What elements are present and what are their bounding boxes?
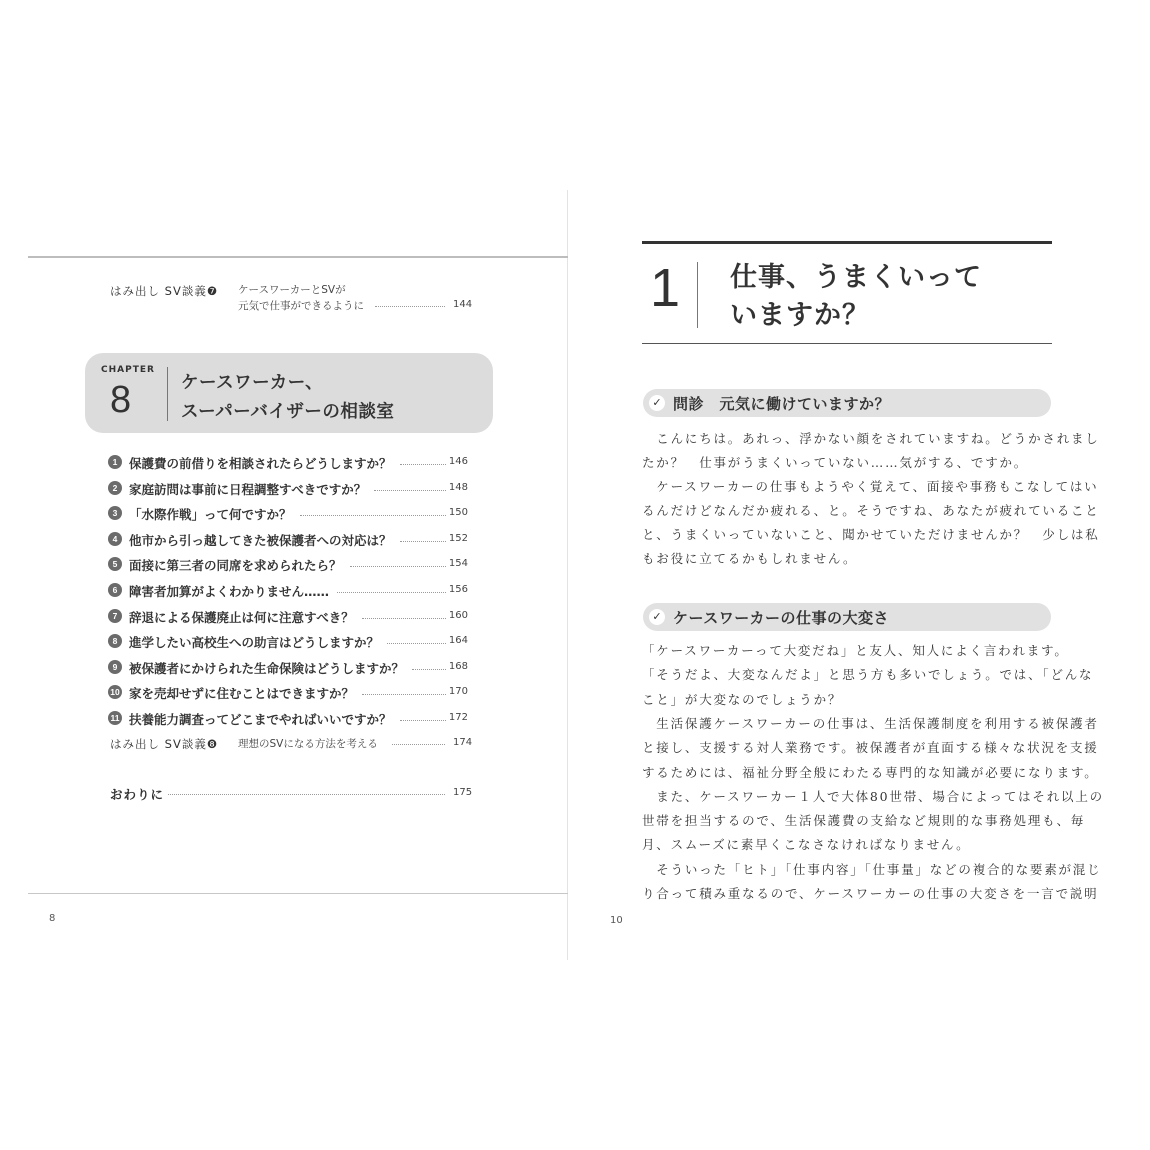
leader-dots	[400, 541, 446, 542]
leader-dots	[350, 566, 446, 567]
body-text-line: こんにちは。あれっ、浮かない顔をされていますね。どうかされまし	[642, 431, 1100, 446]
body-text-line: ケースワーカーの仕事もようやく覚えて、面接や事務もこなしてはい	[642, 479, 1099, 494]
toc-item-page: 168	[448, 660, 468, 672]
chapter-number: 8	[110, 379, 132, 421]
subheading-taihen	[643, 603, 1051, 631]
body-text-line: もお役に立てるかもしれません。	[642, 551, 858, 566]
toc-item-title: 被保護者にかけられた生命保険はどうしますか？	[129, 660, 405, 676]
toc-item-number: 3	[108, 506, 122, 520]
leader-dots	[337, 592, 446, 593]
toc-item-number: 6	[108, 583, 122, 597]
toc-item-number: 10	[108, 685, 122, 699]
toc-item	[108, 454, 470, 472]
toc-item-number: 4	[108, 532, 122, 546]
chapter-heading	[85, 353, 493, 433]
leader-dots	[412, 669, 446, 670]
toc-item-title: 扶養能力調査ってどこまでやればいいですか？	[129, 712, 392, 727]
section-divider	[697, 262, 698, 328]
body-text-line: 生活保護ケースワーカーの仕事は、生活保護制度を利用する被保護者	[642, 715, 1099, 731]
left-page-top-rule	[28, 256, 568, 258]
page-ref: 144	[453, 299, 473, 310]
leader-dots	[392, 744, 445, 745]
body-text-line: そういった「ヒト」「仕事内容」「仕事量」などの複合的な要素が混じ	[642, 861, 1102, 877]
body-text-line: 「ケースワーカーって大変だね」と友人、知人によく言われます。	[642, 643, 1069, 658]
toc-item-page: 156	[448, 584, 468, 595]
page-gutter	[567, 190, 568, 960]
subheading-text: 問診 元気に働けていますか？	[673, 395, 891, 413]
toc-item-page: 160	[448, 609, 468, 621]
body-text-line: こと」が大変なのでしょうか？	[642, 691, 843, 707]
toc-item-title: 辞退による保護廃止は何に注意すべき？	[129, 609, 354, 625]
toc-item	[108, 531, 470, 549]
hamidashi-text-line1: ケースワーカーとSVが	[238, 284, 346, 296]
toc-item	[108, 710, 470, 728]
section-title-line2: いますか？	[730, 300, 870, 331]
toc-item-page: 172	[448, 712, 468, 723]
toc-item-page: 152	[448, 532, 468, 544]
body-text-line: 「そうだよ、大変なんだよ」と思う方も多いでしょう。では、「どんな	[642, 667, 1094, 683]
page-number-left: 8	[49, 913, 56, 924]
toc-item-number: 11	[108, 711, 122, 725]
leader-dots	[168, 794, 445, 795]
body-text-line: 月、スムーズに素早くこなさなければなりません。	[642, 837, 971, 853]
toc-item	[108, 480, 470, 498]
toc-item	[108, 633, 470, 651]
toc-item-number: 8	[108, 634, 122, 648]
subheading-text: ケースワーカーの仕事の大変さ	[673, 609, 889, 627]
section-top-rule	[642, 241, 1052, 244]
body-text-line: るんだけどなんだか疲れる、と。そうですね、あなたが疲れていること	[642, 503, 1100, 518]
toc-item-title: 進学したい高校生への助言はどうしますか？	[129, 635, 380, 651]
toc-item	[108, 582, 470, 600]
hamidashi-text-line2: 元気で仕事ができるように	[238, 300, 364, 312]
toc-item	[108, 684, 470, 702]
hamidashi-label: はみ出し SV談義❽	[110, 737, 219, 751]
section-title	[730, 259, 982, 335]
body-text-line: と接し、支援する対人業務です。被保護者が直面する様々な状況を支援	[642, 740, 1099, 756]
toc-item-number: 7	[108, 609, 122, 623]
body-text-line: するためには、福祉分野全般にわたる専門的な知識が必要になります。	[642, 764, 1099, 780]
leader-dots	[374, 490, 446, 491]
chapter-divider	[167, 367, 168, 421]
toc-item-title: 家庭訪問は事前に日程調整すべきですか？	[129, 481, 367, 497]
leader-dots	[300, 515, 446, 516]
hamidashi-text: 理想のSVになる方法を考える	[238, 738, 378, 750]
leader-dots	[400, 720, 446, 721]
toc-item-title: 保護費の前借りを相談されたらどうしますか？	[129, 456, 392, 471]
toc-item-page: 150	[448, 507, 468, 519]
toc-item-number: 1	[108, 455, 122, 469]
page-ref: 174	[453, 737, 473, 748]
page-ref: 175	[453, 787, 473, 798]
toc-item-page: 164	[448, 635, 468, 647]
leader-dots	[362, 694, 446, 695]
check-icon: ✓	[649, 609, 665, 625]
leader-dots	[362, 618, 446, 619]
toc-item-title: 家を売却せずに住むことはできますか？	[129, 686, 355, 702]
toc-item	[108, 659, 470, 677]
chapter-title-line1: ケースワーカー、	[181, 373, 324, 393]
toc-item-title: 他市から引っ越してきた被保護者への対応は？	[129, 532, 392, 548]
check-icon: ✓	[649, 395, 665, 411]
body-text-line: また、ケースワーカー１人で大体80世帯、場合によってはそれ以上の	[642, 788, 1104, 804]
body-text-line: 世帯を担当するので、生活保護費の支給など規則的な事務処理も、毎	[642, 813, 1086, 829]
toc-item-title: 「水際作戦」って何ですか？	[129, 507, 292, 523]
left-page-bottom-rule	[28, 893, 568, 894]
body-text-line: と、うまくいっていないこと、聞かせていただけませんか？ 少しは私	[642, 527, 1100, 542]
section-title-line1: 仕事、うまくいって	[730, 262, 982, 293]
toc-item-number: 2	[108, 481, 122, 495]
toc-item-number: 5	[108, 557, 122, 571]
chapter-title-line2: スーパーバイザーの相談室	[181, 402, 395, 422]
owarini-label: おわりに	[110, 787, 165, 802]
subheading-monshin	[643, 389, 1051, 417]
leader-dots	[387, 643, 446, 644]
section-number: 1	[650, 258, 681, 318]
chapter-label: CHAPTER	[101, 365, 155, 375]
toc-item-title: 障害者加算がよくわかりません……	[129, 584, 330, 599]
toc-item-page: 170	[448, 686, 468, 698]
leader-dots	[375, 306, 445, 307]
toc-item	[108, 505, 470, 523]
page-number-right: 10	[610, 915, 623, 926]
chapter-title	[181, 369, 394, 427]
toc-item-page: 154	[448, 558, 468, 570]
body-text-line: たか？ 仕事がうまくいっていない……気がする、ですか。	[642, 455, 1029, 470]
body-text-line: り合って積み重なるので、ケースワーカーの仕事の大変さを一言で説明	[642, 886, 1099, 901]
toc-item-number: 9	[108, 660, 122, 674]
toc-item-page: 146	[448, 456, 468, 467]
toc-item	[108, 556, 470, 574]
hamidashi-label: はみ出し SV談義❼	[110, 284, 219, 298]
toc-item-page: 148	[448, 481, 468, 493]
toc-item-title: 面接に第三者の同席を求められたら？	[129, 558, 342, 574]
leader-dots	[400, 464, 446, 465]
section-bottom-rule	[642, 343, 1052, 344]
toc-item	[108, 608, 470, 626]
